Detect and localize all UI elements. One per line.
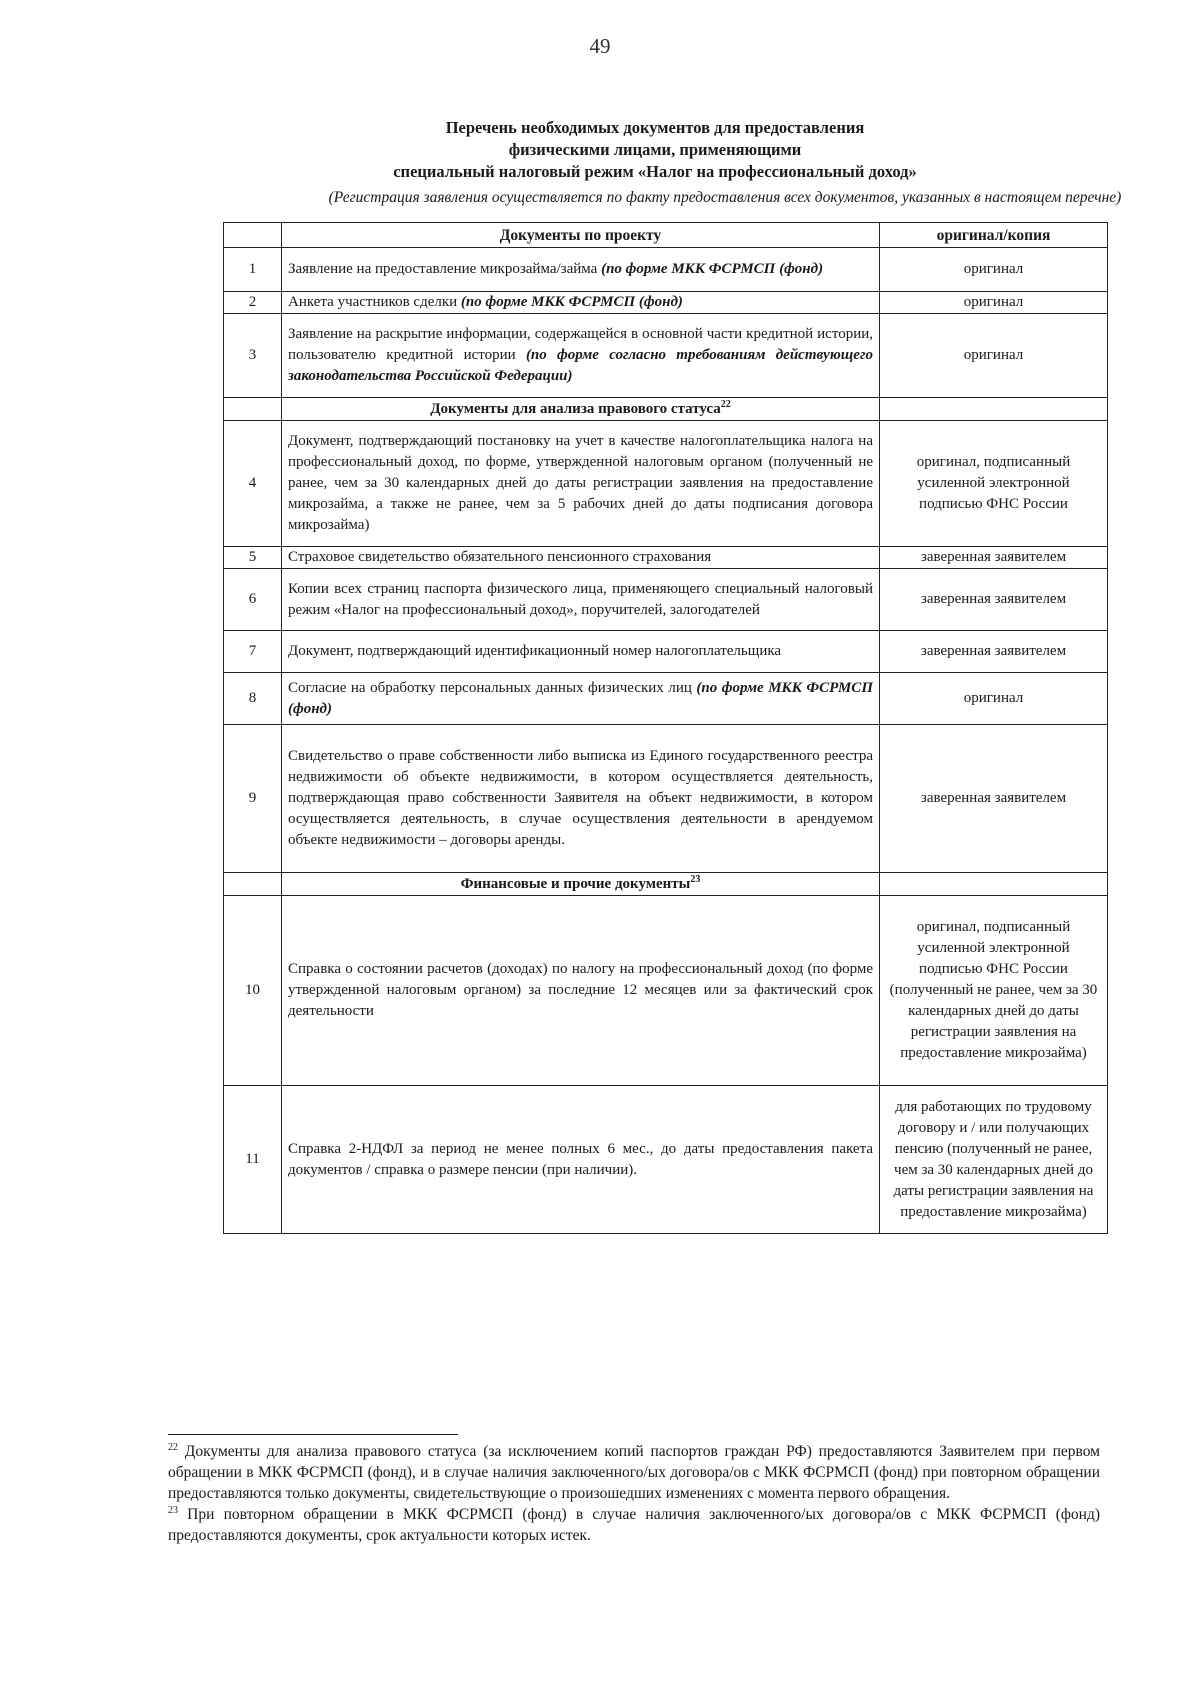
row-number: 8: [224, 673, 282, 725]
document-type: оригинал, подписанный усиленной электронной подписью ФНС России: [880, 421, 1108, 547]
section-type-cell: [880, 398, 1108, 421]
document-name: [282, 547, 880, 569]
table-row: [224, 1086, 1108, 1234]
document-name: [282, 248, 880, 292]
section-number-cell: [224, 873, 282, 896]
document-type: заверенная заявителем: [880, 631, 1108, 673]
document-name: [282, 314, 880, 398]
document-text: Документ, подтверждающий идентификационный номер налогоплательщика: [288, 643, 782, 659]
table-body: [224, 248, 1108, 1234]
document-text: Согласие на обработку персональных данных физических лиц: [288, 679, 697, 696]
document-name: [282, 631, 880, 673]
footnote-mark: 23: [168, 1504, 178, 1516]
table-row: [224, 569, 1108, 631]
document-type: для работающих по трудовому договору и / или получающих пенсию (полученный не ранее, чем за 30 календарных дней до даты регистрации заявления на предоставление микрозайма): [880, 1086, 1108, 1234]
document-text: Страховое свидетельство обязательного пенсионного страхования: [288, 549, 712, 565]
table-row: [224, 896, 1108, 1086]
table-row: [224, 248, 1108, 292]
title-line: физическими лицами, применяющими: [508, 140, 802, 159]
section-number-cell: [224, 398, 282, 421]
footnote: [168, 1441, 1100, 1504]
section-title-text: Финансовые и прочие документы: [460, 875, 691, 892]
table-header-row: [224, 223, 1108, 248]
document-form-note: (по форме МКК ФСРМСП (фонд): [601, 261, 824, 277]
footnote-text: Документы для анализа правового статуса (за исключением копий паспортов граждан РФ) предоставляются Заявителем при первом обращении в МКК ФСРМСП (фонд), и в случае наличия заключенного/ых договора/ов с МКК ФСРМСП (фонд) при повторном обращении предоставляются только документы, свидетельствующие о произошедших изменениях с момента первого обращения.: [168, 1443, 1100, 1502]
section-header-row: [224, 873, 1108, 896]
row-number: 10: [224, 896, 282, 1086]
footnotes: [168, 1441, 1100, 1546]
section-title: [282, 398, 880, 421]
header-type: оригинал/копия: [880, 223, 1108, 248]
document-title: [230, 117, 1080, 183]
document-subtitle: (Регистрация заявления осуществляется по факту предоставления всех документов, указанных в настоящем перечне): [328, 189, 1122, 206]
table-row: [224, 547, 1108, 569]
document-name: [282, 421, 880, 547]
table-row: [224, 292, 1108, 314]
documents-table: [223, 222, 1108, 1234]
document-text: Справка о состоянии расчетов (доходах) по налогу на профессиональный доход (по форме утвержденной налоговым органом) за последние 12 месяцев или за фактический срок деятельности: [288, 961, 873, 1019]
section-header-row: [224, 398, 1108, 421]
document-text: Анкета участников сделки: [288, 294, 461, 310]
document-form-note: (по форме МКК ФСРМСП (фонд): [460, 294, 683, 310]
row-number: 7: [224, 631, 282, 673]
footnote-divider: [168, 1434, 458, 1435]
footnote-mark: 22: [168, 1441, 178, 1453]
table-row: [224, 631, 1108, 673]
title-line: специальный налоговый режим «Налог на профессиональный доход»: [393, 162, 917, 181]
document-type: заверенная заявителем: [880, 725, 1108, 873]
document-type: оригинал: [880, 673, 1108, 725]
document-name: [282, 569, 880, 631]
document-text: Свидетельство о праве собственности либо выписка из Единого государственного реестра недвижимости об объекте недвижимости, в котором осуществляется деятельность, подтверждающая право собственности Заявителя на объект недвижимости, в котором осуществляется деятельность, в случае осуществления деятельности в арендуемом объекте недвижимости – договоры аренды.: [288, 748, 873, 848]
footnote: [168, 1504, 1100, 1546]
document-name: [282, 292, 880, 314]
document-type: оригинал: [880, 314, 1108, 398]
document-name: [282, 896, 880, 1086]
section-type-cell: [880, 873, 1108, 896]
row-number: 5: [224, 547, 282, 569]
table-row: [224, 673, 1108, 725]
header-number: [224, 223, 282, 248]
document-name: [282, 1086, 880, 1234]
document-type: заверенная заявителем: [880, 547, 1108, 569]
section-title: [282, 873, 880, 896]
row-number: 6: [224, 569, 282, 631]
page-number: 49: [589, 34, 611, 58]
document-type: заверенная заявителем: [880, 569, 1108, 631]
document-text: Заявление на предоставление микрозайма/займа: [288, 261, 602, 277]
document-text: Справка 2-НДФЛ за период не менее полных 6 мес., до даты предоставления пакета документов / справка о размере пенсии (при наличии).: [288, 1140, 873, 1178]
document-form-note: (по форме МКК ФСРМСП (фонд): [288, 679, 873, 717]
row-number: 9: [224, 725, 282, 873]
header-document: Документы по проекту: [282, 223, 880, 248]
document-text: Заявление на раскрытие информации, содержащейся в основной части кредитной истории, пользователю кредитной истории: [288, 326, 873, 363]
document-text: Копии всех страниц паспорта физического лица, применяющего специальный налоговый режим «Налог на профессиональный доход», поручителей, залогодателей: [288, 580, 873, 618]
title-line: Перечень необходимых документов для предоставления: [445, 118, 865, 137]
table-row: [224, 314, 1108, 398]
footnote-ref: 23: [690, 873, 701, 885]
document-name: [282, 725, 880, 873]
document-text: Документ, подтверждающий постановку на учет в качестве налогоплательщика налога на профессиональный доход, по форме, утвержденной налоговым органом (полученный не ранее, чем за 30 календарных дней до даты регистрации заявления на предоставление микрозайма, а также не ранее, чем за 5 рабочих дней до даты подписания договора микрозайма): [288, 433, 873, 533]
section-title-text: Документы для анализа правового статуса: [430, 400, 721, 417]
document-form-note: (по форме согласно требованиям действующего законодательства Российской Федерации): [288, 347, 873, 384]
row-number: 4: [224, 421, 282, 547]
row-number: 2: [224, 292, 282, 314]
document-type: оригинал: [880, 292, 1108, 314]
row-number: 3: [224, 314, 282, 398]
footnote-ref: 22: [720, 398, 731, 410]
document-type: оригинал: [880, 248, 1108, 292]
table-row: [224, 421, 1108, 547]
row-number: 1: [224, 248, 282, 292]
footnote-text: При повторном обращении в МКК ФСРМСП (фонд) в случае наличия заключенного/ых договора/ов с МКК ФСРМСП (фонд) предоставляются документы, срок актуальности которых истек.: [168, 1506, 1100, 1544]
document-type: оригинал, подписанный усиленной электронной подписью ФНС России (полученный не ранее, чем за 30 календарных дней до даты регистрации заявления на предоставление микрозайма): [880, 896, 1108, 1086]
document-name: [282, 673, 880, 725]
table-row: [224, 725, 1108, 873]
row-number: 11: [224, 1086, 282, 1234]
